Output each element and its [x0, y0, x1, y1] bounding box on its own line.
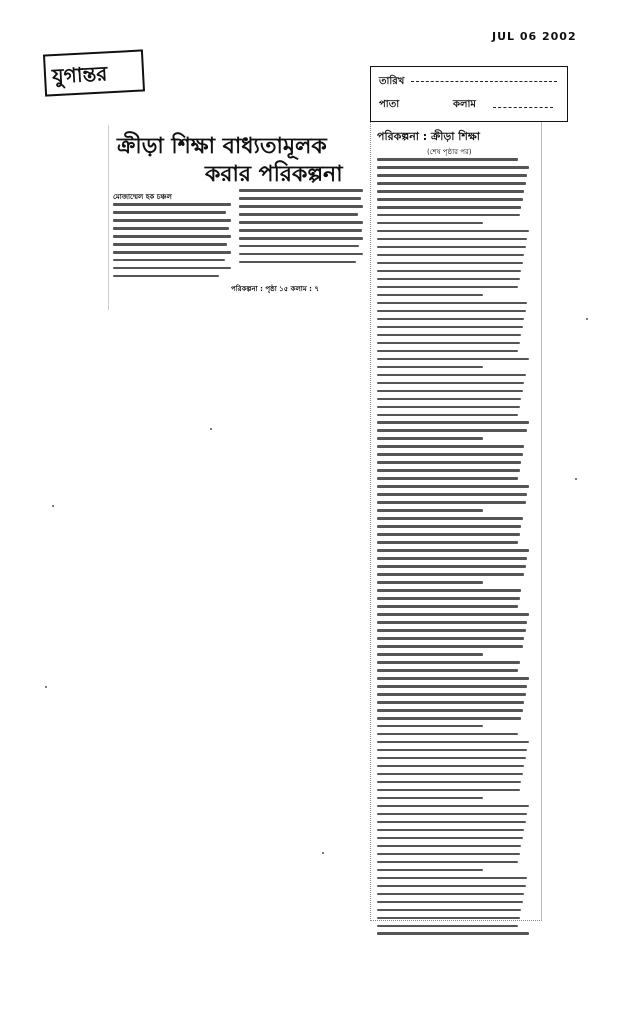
text-line — [377, 525, 521, 528]
text-line — [377, 621, 527, 624]
text-line — [377, 573, 524, 576]
text-line — [377, 701, 524, 704]
text-line — [377, 901, 523, 904]
text-line — [377, 821, 526, 824]
text-line — [377, 158, 518, 161]
text-line — [377, 869, 483, 872]
text-line — [377, 909, 521, 912]
article-column-2 — [239, 189, 363, 269]
text-line — [377, 581, 483, 584]
text-line — [377, 693, 526, 696]
text-line — [377, 198, 523, 201]
text-line — [377, 629, 526, 632]
text-line — [377, 445, 524, 448]
text-line — [377, 493, 527, 496]
date-stamp: JUL 06 2002 — [492, 30, 577, 43]
text-line — [377, 246, 526, 249]
speck — [45, 686, 47, 688]
page-label: পাতা — [379, 99, 400, 110]
text-line — [377, 829, 524, 832]
text-line — [377, 382, 524, 385]
text-line — [377, 597, 520, 600]
text-line — [377, 717, 521, 720]
continued-from-note: (শেষ পৃষ্ঠার পর) — [427, 148, 472, 156]
text-line — [377, 861, 518, 864]
text-line — [377, 318, 524, 321]
text-line — [377, 453, 523, 456]
text-line — [377, 733, 518, 736]
text-line — [377, 805, 529, 808]
text-line — [377, 661, 520, 664]
text-line — [377, 893, 524, 896]
text-line — [377, 230, 529, 233]
text-line — [377, 414, 518, 417]
text-line — [377, 262, 523, 265]
speck — [575, 478, 577, 480]
text-line — [377, 469, 520, 472]
text-line — [377, 932, 529, 935]
text-line — [377, 294, 483, 297]
date-label: তারিখ — [379, 76, 405, 87]
text-line — [377, 885, 526, 888]
text-line — [377, 589, 521, 592]
text-line — [377, 773, 523, 776]
text-line — [377, 222, 483, 225]
text-line — [377, 605, 518, 608]
newspaper-logo — [43, 49, 145, 96]
text-line — [377, 925, 518, 928]
text-line — [377, 366, 483, 369]
article-clipping — [108, 125, 371, 310]
text-line — [377, 477, 518, 480]
text-line — [377, 238, 527, 241]
column-fill-line — [493, 107, 553, 108]
text-line — [377, 781, 521, 784]
jump-reference: পরিকল্পনা : পৃষ্ঠা ১৫ কলাম : ৭ — [231, 285, 319, 293]
text-line — [377, 390, 523, 393]
text-line — [377, 166, 529, 169]
text-line — [377, 429, 527, 432]
text-line — [377, 374, 526, 377]
speck — [52, 505, 54, 507]
text-line — [377, 789, 520, 792]
text-line — [377, 437, 483, 440]
text-line — [377, 749, 527, 752]
continuation-clipping — [370, 122, 542, 921]
text-line — [377, 845, 521, 848]
text-line — [377, 877, 527, 880]
text-line — [377, 302, 527, 305]
text-line — [377, 645, 523, 648]
text-line — [377, 350, 518, 353]
text-line — [377, 182, 526, 185]
text-line — [377, 206, 521, 209]
text-line — [377, 709, 523, 712]
text-line — [377, 565, 526, 568]
text-line — [377, 837, 523, 840]
text-line — [377, 406, 520, 409]
text-line — [377, 278, 520, 281]
text-line — [377, 533, 520, 536]
dateline-stamp — [370, 66, 568, 122]
text-line — [377, 286, 518, 289]
text-line — [377, 398, 521, 401]
text-line — [377, 461, 521, 464]
headline-line-1: ক্রীড়া শিক্ষা বাধ্যতামূলক — [117, 134, 327, 159]
text-line — [377, 270, 521, 273]
text-line — [377, 310, 526, 313]
text-line — [377, 501, 526, 504]
text-line — [377, 174, 527, 177]
text-line — [377, 421, 529, 424]
text-line — [377, 557, 527, 560]
newspaper-name: যুগান্তর — [51, 61, 108, 89]
column-label: কলাম — [453, 99, 476, 110]
text-line — [377, 669, 518, 672]
text-line — [377, 917, 520, 920]
text-line — [377, 685, 527, 688]
text-line — [377, 517, 523, 520]
continuation-body-text — [377, 158, 529, 940]
text-line — [377, 334, 521, 337]
byline: মোজাম্মেল হক চঞ্চল — [113, 193, 172, 201]
text-line — [377, 765, 524, 768]
text-line — [377, 741, 529, 744]
text-line — [377, 485, 529, 488]
text-line — [377, 214, 520, 217]
text-line — [377, 653, 483, 656]
speck — [210, 428, 212, 430]
text-line — [377, 757, 526, 760]
text-line — [377, 326, 523, 329]
text-line — [377, 549, 529, 552]
text-line — [377, 254, 524, 257]
text-line — [377, 342, 520, 345]
date-fill-line — [411, 81, 557, 82]
text-line — [377, 813, 527, 816]
text-line — [377, 637, 524, 640]
text-line — [377, 190, 524, 193]
text-line — [377, 509, 483, 512]
text-line — [377, 853, 520, 856]
text-line — [377, 725, 483, 728]
text-line — [377, 797, 483, 800]
headline-line-2: করার পরিকল্পনা — [205, 162, 343, 187]
article-column-1 — [113, 203, 231, 283]
speck — [322, 852, 324, 854]
text-line — [377, 358, 529, 361]
text-line — [377, 541, 518, 544]
text-line — [377, 677, 529, 680]
text-line — [377, 613, 529, 616]
speck — [586, 318, 588, 320]
continuation-header: পরিকল্পনা : ক্রীড়া শিক্ষা — [377, 130, 481, 143]
